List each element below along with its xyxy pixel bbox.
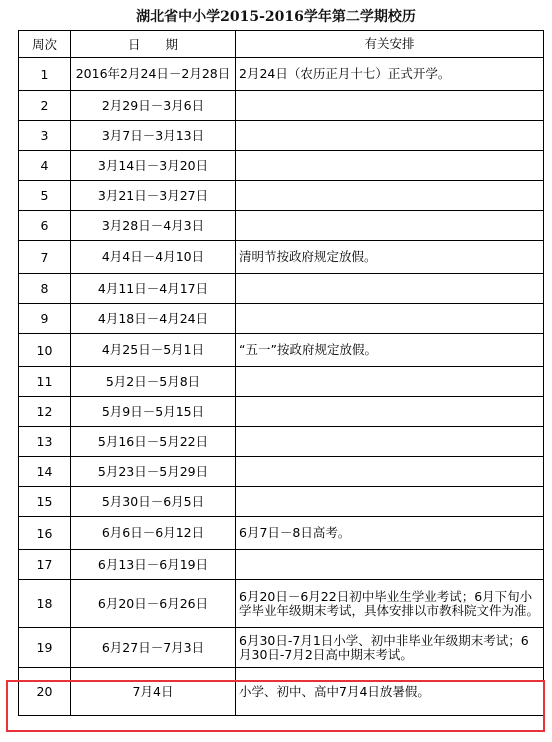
row-week-cell: 5	[19, 181, 71, 211]
table-header-row	[19, 31, 544, 58]
row-week-cell: 18	[19, 580, 71, 628]
page-title: 湖北省中小学2015-2016学年第二学期校历	[136, 9, 416, 25]
table-row	[19, 580, 544, 628]
row-note-cell: 小学、初中、高中7月4日放暑假。	[236, 668, 544, 716]
row-note-cell: 2月24日（农历正月十七）正式开学。	[236, 58, 544, 91]
row-week-cell: 13	[19, 427, 71, 457]
row-date-cell: 3月7日－3月13日	[71, 121, 236, 151]
row-date-cell: 3月21日－3月27日	[71, 181, 236, 211]
row-date-cell: 3月14日－3月20日	[71, 151, 236, 181]
table-row	[19, 517, 544, 550]
row-note-cell	[236, 91, 544, 121]
row-note-cell	[236, 211, 544, 241]
table-row	[19, 58, 544, 91]
row-week-cell: 1	[19, 58, 71, 91]
row-week-cell: 11	[19, 367, 71, 397]
table-row	[19, 151, 544, 181]
row-note-cell	[236, 151, 544, 181]
row-week-cell: 3	[19, 121, 71, 151]
row-note-cell	[236, 457, 544, 487]
row-date-cell: 5月30日－6月5日	[71, 487, 236, 517]
row-date-cell: 5月23日－5月29日	[71, 457, 236, 487]
table-row	[19, 211, 544, 241]
header-week: 周次	[19, 31, 71, 58]
row-week-cell: 2	[19, 91, 71, 121]
row-note-cell: 6月30日-7月1日小学、初中非毕业年级期末考试；6月30日-7月2日高中期末考试。	[236, 628, 544, 668]
table-row	[19, 668, 544, 716]
row-date-cell: 6月20日－6月26日	[71, 580, 236, 628]
row-week-cell: 10	[19, 334, 71, 367]
row-week-cell: 4	[19, 151, 71, 181]
row-note-cell	[236, 121, 544, 151]
row-note-cell	[236, 274, 544, 304]
row-note-cell	[236, 181, 544, 211]
table-row	[19, 397, 544, 427]
table-row	[19, 550, 544, 580]
table-row	[19, 367, 544, 397]
row-week-cell: 20	[19, 668, 71, 716]
row-date-cell: 2016年2月24日－2月28日	[71, 58, 236, 91]
row-date-cell: 4月11日－4月17日	[71, 274, 236, 304]
row-note-cell	[236, 367, 544, 397]
row-week-cell: 15	[19, 487, 71, 517]
table-row	[19, 628, 544, 668]
row-date-cell: 4月25日－5月1日	[71, 334, 236, 367]
row-date-cell: 7月4日	[71, 668, 236, 716]
row-date-cell: 2月29日－3月6日	[71, 91, 236, 121]
row-week-cell: 16	[19, 517, 71, 550]
row-date-cell: 6月6日－6月12日	[71, 517, 236, 550]
table-row	[19, 304, 544, 334]
table-row	[19, 457, 544, 487]
header-date: 日 期	[71, 31, 236, 58]
row-week-cell: 12	[19, 397, 71, 427]
table-row	[19, 181, 544, 211]
table-row	[19, 427, 544, 457]
row-week-cell: 9	[19, 304, 71, 334]
row-note-cell: 清明节按政府规定放假。	[236, 241, 544, 274]
row-date-cell: 6月13日－6月19日	[71, 550, 236, 580]
table-row	[19, 334, 544, 367]
table-row	[19, 487, 544, 517]
row-note-cell: 6月7日－8日高考。	[236, 517, 544, 550]
row-note-cell	[236, 487, 544, 517]
table-row	[19, 91, 544, 121]
header-note: 有关安排	[236, 31, 544, 58]
row-note-cell: “五一”按政府规定放假。	[236, 334, 544, 367]
row-date-cell: 5月9日－5月15日	[71, 397, 236, 427]
row-week-cell: 19	[19, 628, 71, 668]
row-week-cell: 8	[19, 274, 71, 304]
row-date-cell: 4月18日－4月24日	[71, 304, 236, 334]
row-note-cell	[236, 427, 544, 457]
row-note-cell	[236, 304, 544, 334]
table-row	[19, 121, 544, 151]
row-week-cell: 6	[19, 211, 71, 241]
row-week-cell: 17	[19, 550, 71, 580]
table-row	[19, 241, 544, 274]
row-note-cell: 6月20日－6月22日初中毕业生学业考试；6月下旬小学毕业年级期末考试，具体安排以市教科院文件为准。	[236, 580, 544, 628]
row-note-cell	[236, 550, 544, 580]
row-date-cell: 4月4日－4月10日	[71, 241, 236, 274]
row-date-cell: 5月16日－5月22日	[71, 427, 236, 457]
row-week-cell: 7	[19, 241, 71, 274]
row-week-cell: 14	[19, 457, 71, 487]
row-note-cell	[236, 397, 544, 427]
row-date-cell: 5月2日－5月8日	[71, 367, 236, 397]
school-calendar-table	[18, 30, 544, 716]
table-row	[19, 274, 544, 304]
row-date-cell: 3月28日－4月3日	[71, 211, 236, 241]
row-date-cell: 6月27日－7月3日	[71, 628, 236, 668]
